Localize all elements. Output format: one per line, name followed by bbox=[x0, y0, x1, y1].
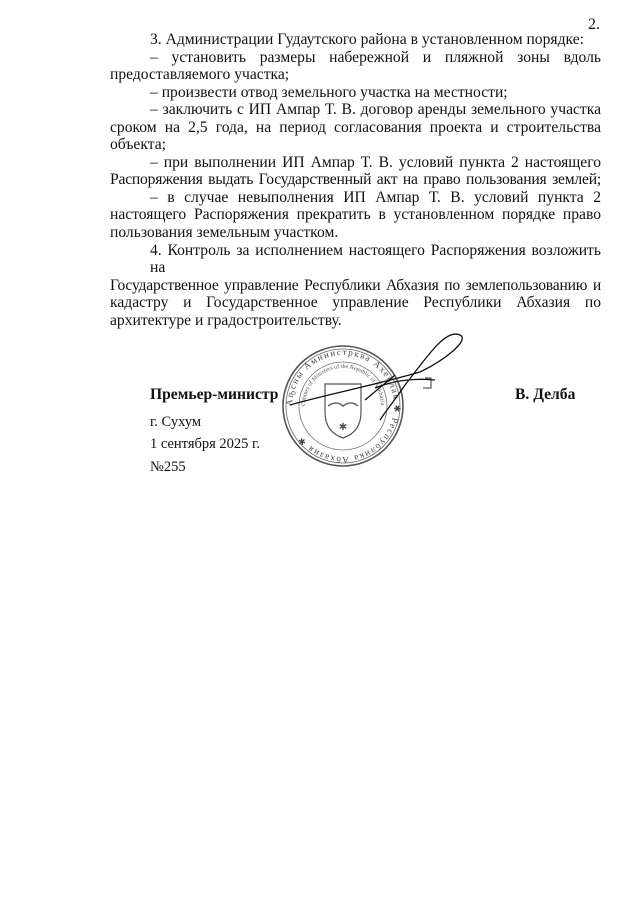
signatory-name: В. Делба bbox=[515, 386, 576, 403]
paragraph-line: пользования земельным участком. bbox=[110, 224, 339, 242]
paragraph-line: 3. Администрации Гудаутского района в установленном порядке: bbox=[150, 31, 584, 48]
paragraph-line: Распоряжения выдать Государственный акт на право пользования землей; bbox=[110, 171, 601, 189]
paragraph-line: предоставляемого участка; bbox=[110, 66, 290, 84]
page-number: 2. bbox=[588, 16, 600, 33]
svg-text:✱: ✱ bbox=[338, 422, 348, 433]
document-body bbox=[110, 31, 601, 329]
paragraph-line: объекта; bbox=[110, 136, 166, 154]
paragraph-line: Государственное управление Республики Абхазия по землепользованию и bbox=[110, 276, 601, 294]
document-date: 1 сентября 2025 г. bbox=[150, 436, 260, 452]
paragraph-line: архитектуре и градостроительству. bbox=[110, 311, 342, 329]
paragraph-line: – установить размеры набережной и пляжной зоны вдоль bbox=[150, 48, 601, 66]
paragraph-line: настоящего Распоряжения прекратить в установленном порядке право bbox=[110, 206, 601, 224]
paragraph-line: – произвести отвод земельного участка на местности; bbox=[150, 83, 508, 101]
svg-text:Cabinet of Ministers of the Re: Cabinet of Ministers of the Republic of Abkhazia bbox=[300, 363, 386, 407]
paragraph-line: сроком на 2,5 года, на период согласования проекта и строительства bbox=[110, 118, 601, 136]
paragraph-line: 4. Контроль за исполнением настоящего Распоряжения возложить на bbox=[150, 241, 601, 277]
paragraph-line: – при выполнении ИП Ампар Т. В. условий пункта 2 настоящего bbox=[150, 153, 601, 171]
signatory-position: Премьер-министр bbox=[150, 386, 279, 403]
document-number: №255 bbox=[150, 459, 186, 475]
paragraph-line: кадастру и Государственное управление Республики Абхазия по bbox=[110, 294, 601, 312]
handwritten-signature bbox=[285, 330, 485, 440]
svg-text:Аҧсны Аминистрква Ахеилак ✱ Ре: Аҧсны Аминистрква Ахеилак ✱ Республика Абхазия ✱ bbox=[283, 346, 403, 466]
paragraph-line: – в случае невыполнения ИП Ампар Т. В. условий пункта 2 bbox=[150, 188, 601, 206]
city: г. Сухум bbox=[150, 414, 202, 430]
paragraph-line: – заключить с ИП Ампар Т. В. договор аренды земельного участка bbox=[150, 101, 601, 119]
